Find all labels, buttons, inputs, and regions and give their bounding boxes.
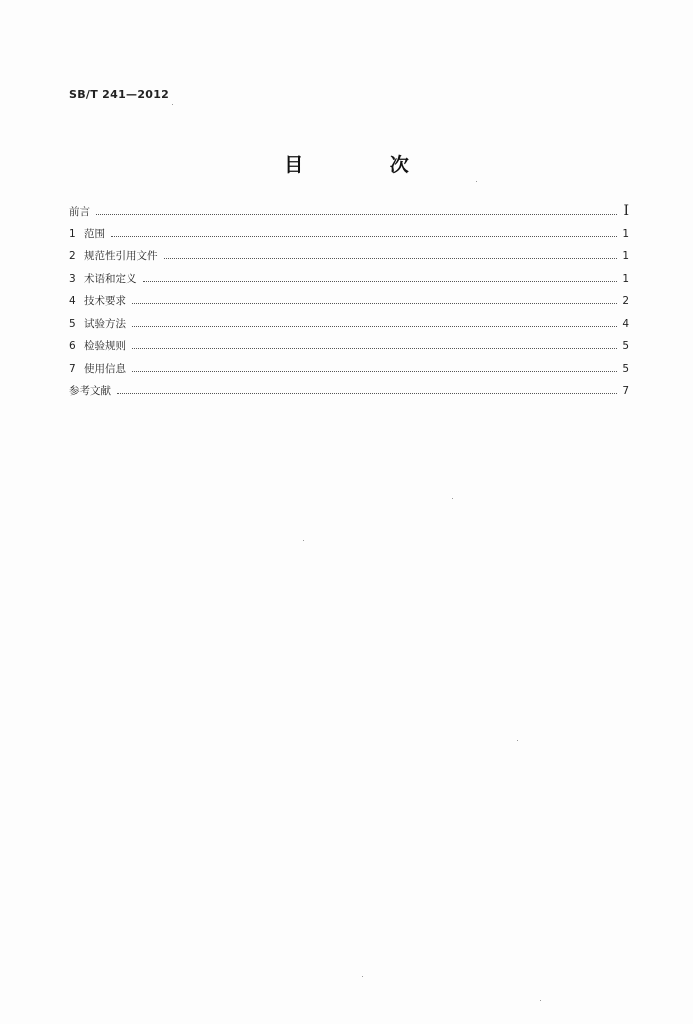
scan-speck <box>517 740 518 741</box>
toc-entry-page: 1 <box>622 227 629 240</box>
toc-entry-test-methods[interactable] <box>69 316 629 339</box>
toc-entry-number: 1 <box>69 227 76 240</box>
toc-entry-number: 7 <box>69 362 76 375</box>
toc-entry-scope[interactable] <box>69 226 629 249</box>
toc-entry-page: 2 <box>622 295 629 307</box>
toc-entry-technical-requirements[interactable] <box>69 293 629 316</box>
toc-entry-number: 6 <box>69 340 76 352</box>
scan-speck <box>172 104 173 105</box>
dot-leader <box>132 347 617 349</box>
dot-leader <box>132 325 617 327</box>
dot-leader <box>164 257 618 259</box>
dot-leader <box>132 370 617 372</box>
toc-entry-label: 试验方法 <box>84 317 126 330</box>
toc-entry-page: 4 <box>622 317 629 330</box>
toc-entry-terms-definitions[interactable] <box>69 271 629 294</box>
toc-entry-number: 4 <box>69 295 76 307</box>
toc-entry-normative-references[interactable] <box>69 248 629 271</box>
toc-entry-label: 术语和定义 <box>84 272 137 285</box>
standard-code: SB/T 241—2012 <box>69 88 170 101</box>
toc-entry-number: 5 <box>69 317 76 330</box>
dot-leader <box>132 302 617 304</box>
toc-entry-page: 1 <box>622 250 629 262</box>
toc-entry-label: 范围 <box>84 227 105 240</box>
toc-entry-label: 检验规则 <box>84 340 126 352</box>
toc-entry-page: 7 <box>622 385 629 397</box>
dot-leader <box>96 213 617 215</box>
scan-speck <box>303 540 304 541</box>
dot-leader <box>111 235 617 237</box>
scan-speck <box>362 976 363 977</box>
scan-speck <box>452 498 453 499</box>
scan-speck <box>540 1000 541 1001</box>
dot-leader <box>117 392 617 394</box>
toc-entry-bibliography[interactable] <box>69 383 629 406</box>
toc-entry-inspection-rules[interactable] <box>69 338 629 361</box>
toc-entry-label: 使用信息 <box>84 362 126 375</box>
dot-leader <box>143 280 618 282</box>
toc-entry-label: 规范性引用文件 <box>84 250 158 262</box>
toc-entry-page: 5 <box>622 362 629 375</box>
table-of-contents <box>69 203 629 406</box>
toc-entry-usage-information[interactable] <box>69 361 629 384</box>
page-title: 目 次 <box>284 154 449 176</box>
toc-entry-number: 2 <box>69 250 76 262</box>
toc-entry-foreword[interactable] <box>69 203 629 226</box>
toc-entry-page: 1 <box>622 272 629 285</box>
toc-entry-page: 5 <box>622 340 629 352</box>
toc-entry-label: 技术要求 <box>84 295 126 307</box>
toc-entry-page: I <box>623 203 629 219</box>
toc-entry-number: 3 <box>69 272 76 285</box>
toc-entry-label: 前言 <box>69 206 90 218</box>
toc-entry-label: 参考文献 <box>69 385 111 397</box>
scan-speck <box>476 181 477 182</box>
